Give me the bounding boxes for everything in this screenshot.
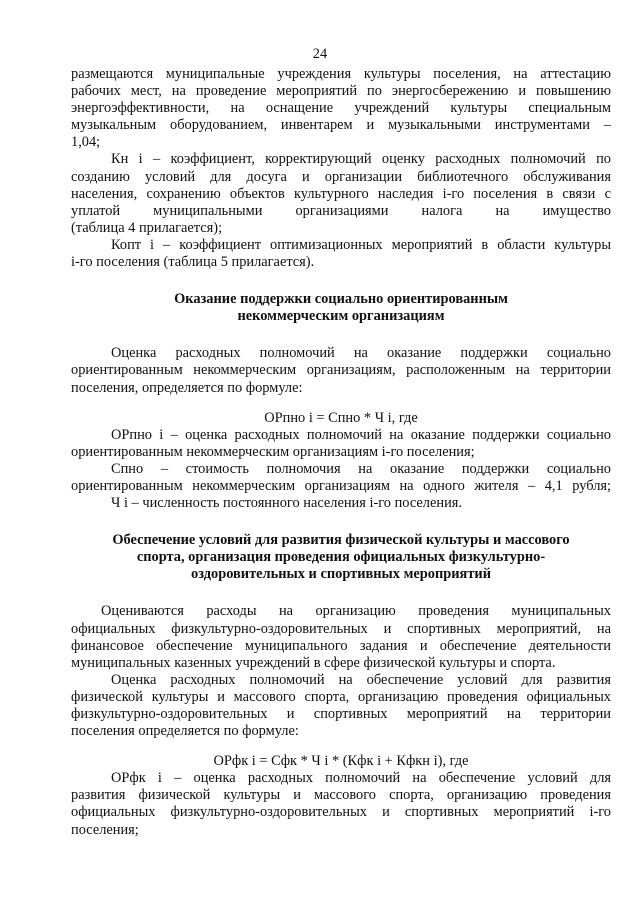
section-heading-sport [71, 532, 611, 583]
formula-sport: ОРфк i = Сфк * Ч i * (Кфк i + Кфкн i), где [213, 753, 469, 770]
text-line: ориентированным некоммерческим организациям i-го поселения; [71, 443, 475, 460]
text-line: (таблица 4 прилагается); [71, 219, 223, 236]
section-heading-nko [71, 291, 611, 325]
text-line: музыкальным оборудованием, инвентарем и музыкальными инструментами – [71, 117, 611, 134]
page-number: 24 [312, 46, 328, 62]
heading-line: спорта, организация проведения официальных физкультурно- [136, 549, 546, 566]
text-line: поселения; [71, 821, 139, 838]
heading-line: Обеспечение условий для развития физической культуры и массового [112, 532, 570, 549]
heading-line: некоммерческим организациям [237, 308, 445, 325]
paragraph-sport-estimate [71, 672, 611, 740]
heading-line: Оказание поддержки социально ориентированным [174, 291, 508, 308]
text-line: уплатой муниципальными организациями налога на имущество [71, 202, 611, 219]
text-line: ориентированным некоммерческим организациям на одного жителя – 4,1 рубля; [71, 477, 611, 494]
text-line: развития физической культуры и массового спорта, организацию проведения [71, 787, 611, 804]
text-line: созданию условий для досуга и организации библиотечного обслуживания [71, 168, 611, 185]
text-line: размещаются муниципальные учреждения культуры поселения, на аттестацию [71, 66, 611, 82]
text-line: Оценка расходных полномочий на оказание поддержки социально [111, 345, 611, 362]
text-line: физической культуры и массового спорта, организацию проведения официальных [71, 688, 611, 705]
text-line: Оцениваются расходы на организацию проведения муниципальных [101, 603, 611, 620]
text-line: финансовое обеспечение муниципального задания и обеспечение деятельности [71, 637, 611, 654]
text-line: энергоэффективности, на оснащение учреждений культуры специальным [71, 100, 611, 117]
paragraph-spno-definition [71, 461, 611, 495]
text-line: ориентированным некоммерческим организациям, расположенным на территории [71, 362, 611, 379]
text-line: поселения, определяется по формуле: [71, 379, 303, 396]
text-line: рабочих мест, на проведение мероприятий по энергосбережению и повышению [71, 83, 611, 100]
text-line: поселения определяется по формуле: [71, 723, 299, 740]
text-line: официальных физкультурно-оздоровительных и спортивных мероприятий, на [71, 620, 611, 637]
text-line: Спно – стоимость полномочия на оказание поддержки социально [111, 460, 611, 477]
document-body [71, 66, 611, 839]
text-line: населения, сохранению объектов культурного наследия i-го поселения в связи с [71, 185, 611, 202]
text-line: ОРпно i – оценка расходных полномочий на оказание поддержки социально [111, 426, 611, 443]
text-line: Копт i – коэффициент оптимизационных мероприятий в области культуры [111, 236, 611, 253]
paragraph-nko-estimate [71, 345, 611, 396]
text-line: официальных физкультурно-оздоровительных и спортивных мероприятий i-го [71, 804, 611, 821]
paragraph-population-definition [71, 495, 611, 512]
text-line: i-го поселения (таблица 5 прилагается). [71, 254, 315, 271]
text-line: физкультурно-оздоровительных и спортивных мероприятий на территории [71, 706, 611, 722]
text-line: Кн i – коэффициент, корректирующий оценку расходных полномочий по [111, 151, 611, 168]
text-line: 1,04; [71, 134, 101, 151]
text-line: ОРфк i – оценка расходных полномочий на обеспечение условий для [111, 770, 611, 787]
paragraph-orfk-definition [71, 770, 611, 838]
paragraph-sport-costs [71, 603, 611, 671]
paragraph-culture-costs [71, 66, 611, 151]
formula-nko: ОРпно i = Спно * Ч i, где [264, 409, 418, 426]
text-line: Оценка расходных полномочий на обеспечение условий для развития [111, 671, 611, 688]
paragraph-kn-coefficient [71, 151, 611, 236]
heading-line: оздоровительных и спортивных мероприятий [191, 566, 491, 583]
text-line: Ч i – численность постоянного населения i-го поселения. [111, 495, 462, 512]
paragraph-kopt-coefficient [71, 237, 611, 271]
text-line: муниципальных казенных учреждений в сфере физической культуры и спорта. [71, 654, 556, 671]
paragraph-orpno-definition [71, 427, 611, 461]
